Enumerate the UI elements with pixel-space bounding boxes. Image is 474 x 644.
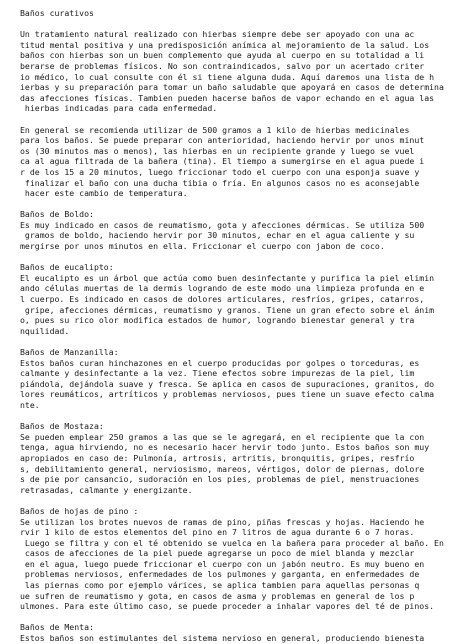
text-line: s de pie por cansancio, sudoración en los pies, problemas de piel, menstruaciones [20,474,420,485]
text-line: Baños de Manzanilla: [20,347,119,357]
text-line: ando células muertas de la dermis logrando de este modo una limpieza profunda en e [20,283,425,294]
text-line: nquilidad. [20,325,70,336]
text-line: tenga, agua hirviendo, no es necesario hacer hervir todo junto. Estos baños son muy [20,442,430,453]
text-line: Estos baños son estimulantes del sistema nervioso en general, produciendo bienesta [20,633,425,644]
text-line: El eucalipto es un árbol que actúa como buen desinfectante y purifica la piel elimin [20,272,435,283]
document-title-block [20,8,464,19]
text-line: ierbas y su preparación para tomar un baño saludable que apoyará en casos de determina [20,82,444,93]
text-line: retrasadas, calmante y energizante. [20,484,193,495]
text-line: rvir 1 kilo de estos elementos del pino en 7 litros de agua durante 6 o 7 horas. [20,527,415,538]
text-line: ulmones. Para este último caso, se puede proceder a inhalar vapores del té de pinos. [20,601,435,612]
text-line: hacer este cambio de temperatura. [20,188,188,199]
paragraph [20,622,464,643]
text-line: Baños de hojas de pino : [20,505,139,516]
text-line: nte. [20,399,40,410]
text-line: lores reumáticos, artríticos y problemas nerviosos, pues tiene un suave efecto calma [20,389,435,400]
text-line: l cuerpo. Es indicado en casos de dolores articulares, resfríos, gripes, catarros, [20,294,425,305]
text-line: os (30 minutos mas o menos), las hierbas en un recipiente grande y luego se vuel [20,145,415,156]
paragraph [20,29,464,114]
text-line: piándola, dejándola suave y fresca. Se aplica en casos de supuraciones, granitos, do [20,378,435,389]
text-line: finalizar el baño con una ducha tibia o fría. En algunos casos no es aconsejable [20,177,420,188]
text-line: Baños de eucalipto: [20,262,114,273]
text-line: io médico, lo cual consulte con él si tiene alguna duda. Aquí daremos una lista de h [20,71,435,82]
text-line: calmante y desinfectante a la vez. Tiene efectos sobre impurezas de la piel, lim [20,368,415,379]
text-line: titud mental positiva y una predisposición anímica al mejoramiento de la salud. Los [20,39,430,50]
text-line: Estos baños curan hinchazones en el cuerpo producidas por golpes o torceduras, es [20,357,420,368]
text-line: mergirse por unos minutos en ella. Friccionar el cuerpo con jabon de coco. [20,241,385,252]
document-title: Baños curativos [20,8,94,18]
text-line: problemas nerviosos, enfermedades de los pulmones y garganta, en enfermedades de [20,569,420,580]
text-line: apropiados en caso de: Pulmonía, artrosis, artritis, bronquitis, gripes, resfrío [20,452,415,463]
text-line: ca al agua filtrada de la bañera (tina). El tiempo a sumergirse en el agua puede i [20,156,425,167]
text-line: para los baños. Se puede preparar con anterioridad, haciendo hervir por unos minut [20,135,425,146]
text-line: baños con hierbas son un buen complemento que ayuda al cuerpo en su totalidad a li [20,50,425,61]
text-line: Se pueden emplear 250 gramos a las que se le agregará, en el recipiente que la con [20,431,425,442]
text-line: En general se recomienda utilizar de 500 gramos a 1 kilo de hierbas medicinales [20,124,410,135]
text-line: Luego se filtra y con el té obtenido se vuelca en la bañera para proceder al baño. En [20,537,444,548]
text-line: las piernas como por ejemplo várices, se aplica tambien para aquellas personas q [20,580,420,591]
text-line: gramos de boldo, haciendo hervir por 30 minutos, echar en el agua caliente y su [20,230,415,241]
paragraph [20,209,464,251]
text-line: Baños de Menta: [20,622,94,633]
text-line: das afecciones físicas. Tambien pueden hacerse baños de vapor echando en el agua las [20,92,435,103]
text-line: hierbas indicadas para cada enfermedad. [20,103,218,114]
text-line: o, pues su rico olor modifica estados de humor, logrando bienestar general y tra [20,315,415,326]
text-line: casos de afecciones de la piel puede agregarse un poco de miel blanda y mezclar [20,548,415,559]
paragraph [20,125,464,199]
text-line: berarse de problemas físicos. No son contraindicados, salvo por un acertado criter [20,60,425,71]
text-line: Baños de Boldo: [20,209,94,220]
text-line: en el agua, luego puede friccionar el cuerpo con un jabón neutro. Es muy bueno en [20,558,425,569]
paragraph [20,421,464,495]
text-line: Baños de Mostaza: [20,421,104,432]
text-line: Un tratamiento natural realizado con hierbas siempre debe ser apoyado con una ac [20,29,415,40]
document-body [20,29,464,643]
paragraph [20,262,464,336]
text-line: Es muy indicado en casos de reumatismo, gota y afecciones dérmicas. Se utiliza 500 [20,219,425,230]
text-line: gripe, afecciones dérmicas, reumatismo y granos. Tiene un gran efecto sobre el ánim [20,304,435,315]
text-line: ue sufren de reumatismo y gota, en casos de asma y problemas en general de los p [20,590,415,601]
text-line: r de los 15 a 20 minutos, luego friccionar todo el cuerpo con una esponja suave y [20,166,420,177]
text-line: Se utilizan los brotes nuevos de ramas de pino, piñas frescas y hojas. Haciendo he [20,516,425,527]
paragraph [20,347,464,411]
paragraph [20,506,464,612]
text-line: s, debilitamiento general, nerviosismo, mareos, vértigos, dolor de piernas, dolore [20,463,425,474]
